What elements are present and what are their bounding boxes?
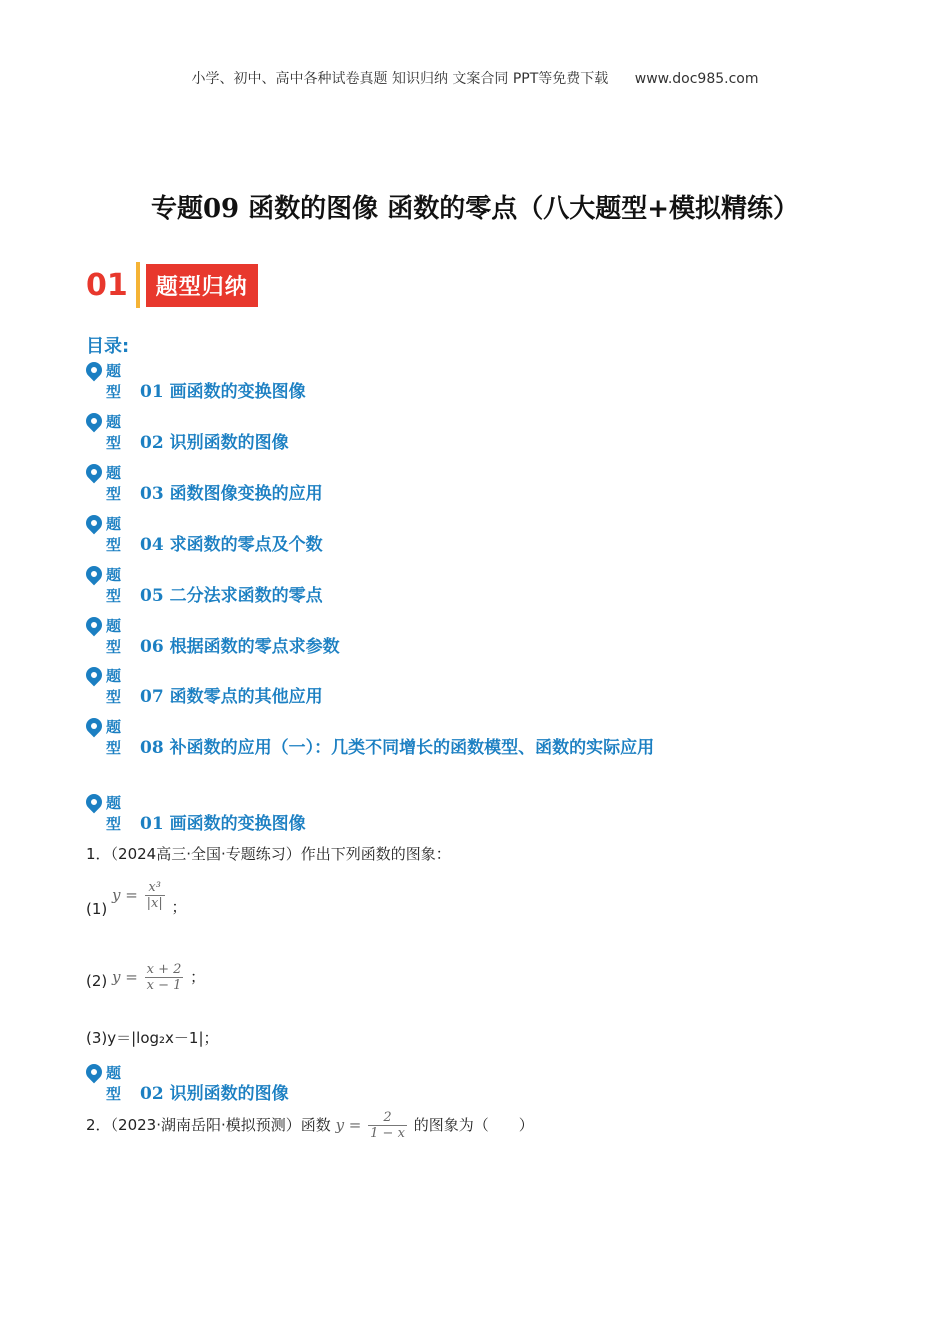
type-label: 画函数的变换图像 [169, 814, 306, 834]
toc-item-tag: 题型 [106, 464, 122, 503]
toc-item-label: 函数零点的其他应用 [169, 687, 323, 707]
location-pin-icon [83, 359, 106, 382]
section-label: 题型归纳 [146, 264, 258, 307]
toc-item-tag: 题型 [106, 515, 122, 554]
part-label: (2) [86, 972, 108, 990]
header-url[interactable]: www.doc985.com [634, 71, 759, 87]
toc-item-number: 03 [140, 484, 164, 504]
toc-item-tag: 题型 [106, 667, 122, 706]
location-pin-icon [83, 512, 106, 535]
section-number: 01 [86, 267, 128, 303]
fraction-numerator: x³ [145, 880, 165, 896]
toc-item-label: 画函数的变换图像 [169, 382, 306, 402]
location-pin-icon [83, 563, 106, 586]
question-number: 1． [86, 845, 111, 863]
type-label: 识别函数的图像 [169, 1084, 289, 1104]
toc-item-label: 二分法求函数的零点 [169, 586, 323, 606]
toc-item-title [140, 377, 306, 402]
section-heading [86, 262, 258, 308]
question-1-part-2 [86, 962, 205, 993]
toc-heading: 目录: [86, 336, 130, 357]
toc-item-tag: 题型 [106, 718, 122, 757]
part-end: ； [171, 898, 187, 916]
toc-item-title [140, 682, 323, 707]
part-end: ； [190, 968, 206, 986]
type-tag: 题型 [106, 1064, 122, 1103]
toc-item-label: 补函数的应用（一）：几类不同增长的函数模型、函数的实际应用 [169, 738, 655, 758]
location-pin-icon [83, 614, 106, 637]
fraction-denominator: 1 − x [370, 1126, 405, 1141]
type-title [140, 1079, 289, 1104]
type-tag: 题型 [106, 794, 122, 833]
toc-item-number: 07 [140, 687, 164, 707]
formula-lhs: y = [335, 1116, 362, 1134]
toc-item-title [140, 733, 654, 758]
toc-item-title [140, 632, 340, 657]
question-1-part-1 [86, 880, 187, 918]
page-header [0, 68, 950, 88]
toc-item-number: 04 [140, 535, 164, 555]
part-label: (3) [86, 1029, 108, 1047]
formula-fraction [145, 962, 184, 993]
document-title: 专题09 函数的图像 函数的零点（八大题型+模拟精练） [150, 194, 800, 224]
toc-item-label: 识别函数的图像 [169, 433, 289, 453]
toc-item-tag: 题型 [106, 617, 122, 656]
fraction-numerator: 2 [368, 1110, 407, 1126]
toc-item-title [140, 530, 323, 555]
formula-lhs: y = [112, 886, 138, 904]
location-pin-icon [83, 664, 106, 687]
question-2 [86, 1110, 534, 1141]
formula-fraction [145, 880, 165, 911]
toc-item-number: 08 [140, 738, 164, 758]
type-number: 02 [140, 1084, 164, 1104]
formula-expression: y＝|log₂x－1|； [107, 1029, 219, 1047]
toc-item-tag: 题型 [106, 413, 122, 452]
header-text: 小学、初中、高中各种试卷真题 知识归纳 文案合同 PPT等免费下载 [191, 71, 609, 87]
question-prefix: 函数 [300, 1116, 331, 1134]
location-pin-icon [83, 461, 106, 484]
location-pin-icon [83, 791, 106, 814]
type-title [140, 809, 306, 834]
toc-item-number: 02 [140, 433, 164, 453]
toc-item-title [140, 581, 323, 606]
question-source: （2024高三·全国·专题练习） [110, 845, 301, 863]
toc-item-label: 根据函数的零点求参数 [169, 637, 340, 657]
location-pin-icon [83, 715, 106, 738]
location-pin-icon [83, 410, 106, 433]
question-suffix: 的图象为（ ） [413, 1116, 534, 1134]
toc-item-label: 求函数的零点及个数 [169, 535, 323, 555]
part-label: (1) [86, 900, 108, 918]
fraction-denominator: x − 1 [146, 978, 182, 993]
question-1-part-3 [86, 1027, 219, 1048]
question-number: 2． [86, 1116, 111, 1134]
question-1 [86, 843, 451, 864]
toc-item-number: 01 [140, 382, 164, 402]
section-divider [136, 262, 140, 308]
toc-item-label: 函数图像变换的应用 [169, 484, 323, 504]
toc-item-number: 06 [140, 637, 164, 657]
location-pin-icon [83, 1061, 106, 1084]
toc-item-title [140, 428, 289, 453]
fraction-denominator: |x| [146, 896, 163, 911]
toc-item-title [140, 479, 323, 504]
toc-item-number: 05 [140, 586, 164, 606]
question-text: 作出下列函数的图象： [300, 845, 451, 863]
formula-fraction [368, 1110, 407, 1141]
fraction-numerator: x + 2 [146, 962, 182, 977]
toc-item-tag: 题型 [106, 362, 122, 401]
toc-item-tag: 题型 [106, 566, 122, 605]
type-number: 01 [140, 814, 164, 834]
question-source: （2023·湖南岳阳·模拟预测） [110, 1116, 301, 1134]
formula-lhs: y = [112, 968, 138, 986]
